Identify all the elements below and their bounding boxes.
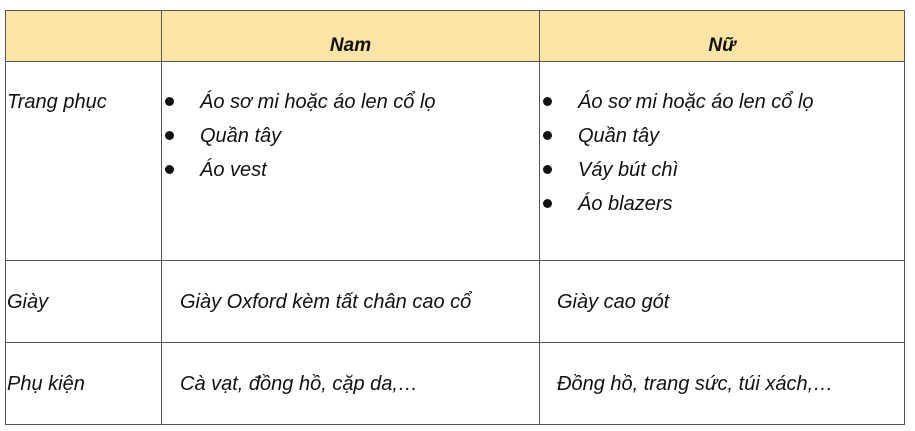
row-label-accessories: Phụ kiện [7, 373, 85, 395]
bullet-icon [543, 165, 552, 174]
header-male: Nam [329, 35, 372, 56]
female-accessories-cell: Đồng hồ, trang sức, túi xách,… [557, 373, 834, 395]
bullet-icon [165, 165, 174, 174]
table-border-right [904, 10, 905, 425]
row-label-clothing: Trang phục [7, 91, 107, 113]
male-accessories-cell: Cà vạt, đồng hồ, cặp da,… [180, 373, 418, 395]
row-label-shoes: Giày [7, 291, 49, 313]
header-female: Nữ [708, 35, 736, 56]
table-border-row1 [5, 260, 905, 261]
table-border-col2 [539, 10, 540, 425]
male-shoes-cell: Giày Oxford kèm tất chân cao cổ [180, 291, 472, 313]
bullet-icon [165, 131, 174, 140]
table-border-header [5, 61, 905, 62]
table-border-bottom [5, 424, 905, 425]
table-border-row2 [5, 342, 905, 343]
female-shoes-cell: Giày cao gót [557, 291, 670, 313]
bullet-icon [543, 131, 552, 140]
table-border-col1 [161, 10, 162, 425]
table-border-top [5, 10, 905, 11]
bullet-icon [543, 199, 552, 208]
table-border-left [5, 10, 6, 425]
bullet-icon [165, 97, 174, 106]
dress-code-table: Nam Nữ Trang phục Áo sơ mi hoặc áo len cổ lọ Quần tây Áo vest Áo sơ mi hoặc áo len cổ lọ Quần tây Váy bút chì Áo blazers Giày Giày Oxford kèm tất chân cao cổ Giày cao gót Phụ kiện Cà vạt, đồng hồ, cặp da,… Đồng hồ, trang sức, túi xách,… [5, 10, 905, 425]
bullet-icon [543, 97, 552, 106]
